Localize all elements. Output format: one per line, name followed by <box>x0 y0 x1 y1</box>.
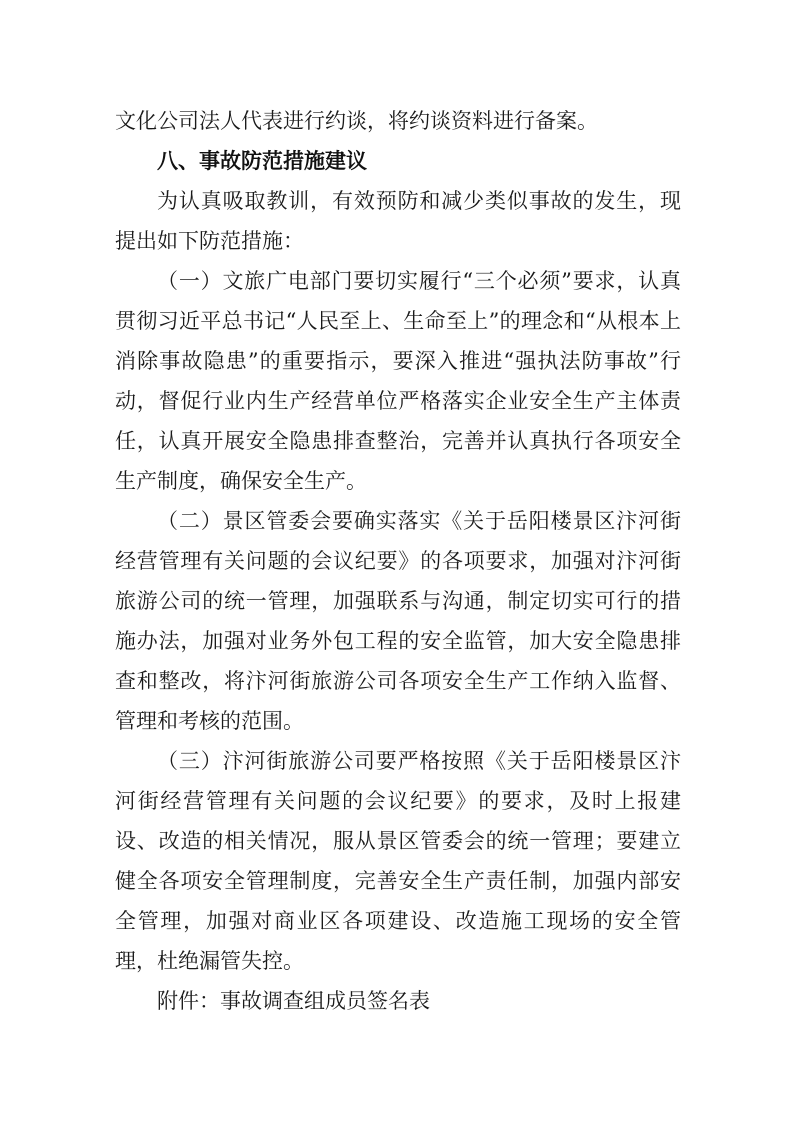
intro-paragraph: 为认真吸取教训，有效预防和减少类似事故的发生，现提出如下防范措施： <box>115 189 681 253</box>
section-heading: 八、事故防范措施建议 <box>157 149 367 173</box>
measure-paragraph-1: （一）文旅广电部门要切实履行“三个必须”要求，认真贯彻习近平总书记“人民至上、生命至上”的理念和“从根本上消除事故隐患”的重要指示，要深入推进“强执法防事故”行动，督促行业内生产经营单位严格落实企业安全生产主体责任，认真开展安全隐患排查整治，完善并认真执行各项安全生产制度，确保安全生产。 <box>115 269 681 493</box>
attachment-note: 附件：事故调查组成员签名表 <box>157 989 430 1013</box>
measure-paragraph-2: （二）景区管委会要确实落实《关于岳阳楼景区汴河街经营管理有关问题的会议纪要》的各项要求，加强对汴河街旅游公司的统一管理，加强联系与沟通，制定切实可行的措施办法，加强对业务外包工程的安全监管，加大安全隐患排查和整改，将汴河街旅游公司各项安全生产工作纳入监督、管理和考核的范围。 <box>115 509 681 733</box>
document-body <box>115 101 681 1021</box>
paragraph-continuation: 文化公司法人代表进行约谈，将约谈资料进行备案。 <box>115 109 598 133</box>
measure-paragraph-3: （三）汴河街旅游公司要严格按照《关于岳阳楼景区汴河街经营管理有关问题的会议纪要》的要求，及时上报建设、改造的相关情况，服从景区管委会的统一管理；要建立健全各项安全管理制度，完善安全生产责任制，加强内部安全管理，加强对商业区各项建设、改造施工现场的安全管理，杜绝漏管失控。 <box>115 749 681 973</box>
